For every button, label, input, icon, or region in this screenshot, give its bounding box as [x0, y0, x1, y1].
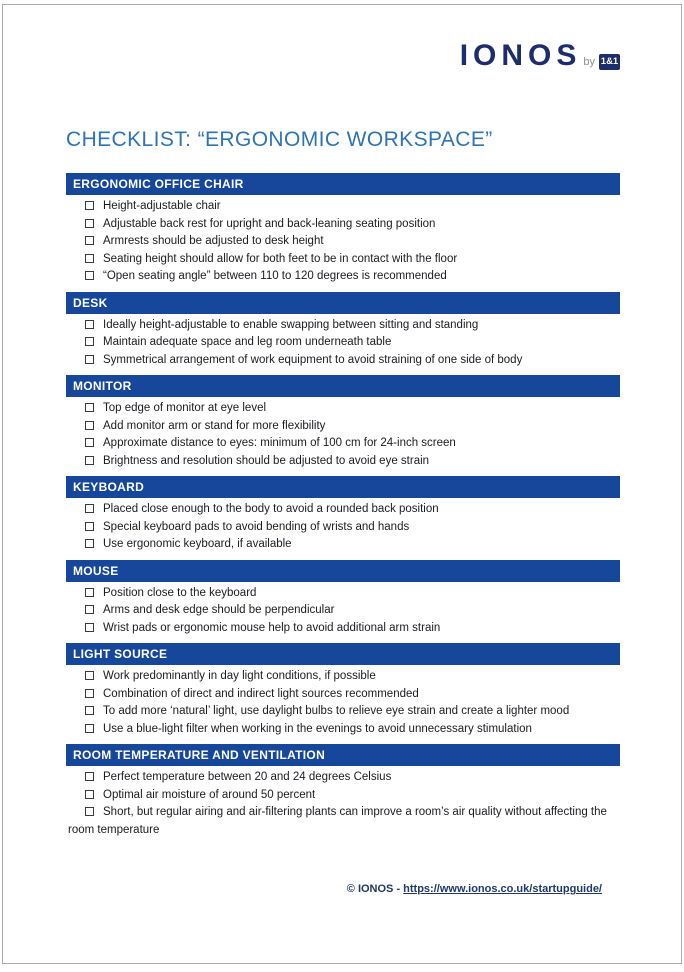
section-header-bar	[66, 173, 620, 195]
logo-by-text: by	[583, 56, 595, 68]
checkbox-icon	[85, 337, 94, 346]
checklist-item	[66, 602, 620, 620]
checklist-item	[66, 501, 620, 519]
section-header-label: MONITOR	[73, 379, 132, 393]
section-header-label: ROOM TEMPERATURE AND VENTILATION	[73, 748, 326, 762]
section-header-label: LIGHT SOURCE	[73, 647, 168, 661]
checkbox-icon	[85, 605, 94, 614]
checklist-item-text: Special keyboard pads to avoid bending of wrists and hands	[103, 520, 410, 533]
checklist-item-text: Seating height should allow for both feet to be in contact with the floor	[103, 252, 458, 265]
checklist-item-text: Optimal air moisture of around 50 percent	[103, 788, 316, 801]
checklist-item-text: “Open seating angle” between 110 to 120 degrees is recommended	[103, 270, 447, 282]
checklist-item	[66, 233, 620, 251]
checkbox-icon	[85, 522, 94, 531]
checklist-item	[66, 769, 620, 787]
checklist-item	[66, 453, 620, 471]
checkbox-icon	[85, 807, 94, 816]
checklist-section	[66, 643, 620, 738]
checklist-item	[66, 352, 620, 370]
checkbox-icon	[85, 403, 94, 412]
oneandone-badge: 1&1	[599, 54, 620, 70]
checklist-item-text: Ideally height-adjustable to enable swapping between sitting and standing	[103, 318, 479, 331]
checklist-section	[66, 560, 620, 638]
checklist-section	[66, 744, 620, 839]
footer	[66, 883, 620, 895]
checklist-item-text: Combination of direct and indirect light sources recommended	[103, 687, 419, 700]
checklist-item-text: Perfect temperature between 20 and 24 degrees Celsius	[103, 771, 392, 783]
checklist-item	[66, 804, 620, 839]
checklist-item	[66, 721, 620, 739]
checklist-item-text: Symmetrical arrangement of work equipment to avoid straining of one side of body	[103, 353, 523, 366]
checkbox-icon	[85, 421, 94, 430]
section-header-label: KEYBOARD	[73, 480, 145, 494]
checklist-item-text: Wrist pads or ergonomic mouse help to avoid additional arm strain	[103, 621, 441, 634]
checkbox-icon	[85, 219, 94, 228]
document-page	[2, 4, 682, 964]
checkbox-icon	[85, 254, 94, 263]
checklist-item	[66, 268, 620, 286]
checklist-item	[66, 317, 620, 335]
ionos-wordmark: IONOS	[459, 39, 582, 72]
section-items	[66, 397, 620, 470]
checklist-item-text: Approximate distance to eyes: minimum of 100 cm for 24-inch screen	[103, 437, 456, 449]
checklist-item-text: Use a blue-light filter when working in the evenings to avoid unnecessary stimulation	[103, 722, 532, 735]
section-header-bar	[66, 744, 620, 766]
checklist-item-text: Top edge of monitor at eye level	[103, 402, 267, 414]
checklist-item-text: Work predominantly in day light conditions, if possible	[103, 670, 376, 682]
checklist-item	[66, 668, 620, 686]
checkbox-icon	[85, 671, 94, 680]
checklist-section	[66, 375, 620, 470]
checklist-item	[66, 216, 620, 234]
checklist-item-text: Armrests should be adjusted to desk height	[103, 235, 324, 247]
checklist-item	[66, 519, 620, 537]
checklist-item-text: Height-adjustable chair	[103, 200, 221, 212]
checkbox-icon	[85, 724, 94, 733]
section-header-bar	[66, 476, 620, 498]
section-items	[66, 766, 620, 839]
section-header-bar	[66, 292, 620, 314]
checkbox-icon	[85, 201, 94, 210]
checklist-item	[66, 400, 620, 418]
checklist-item	[66, 418, 620, 436]
checkbox-icon	[85, 355, 94, 364]
checklist-item-text: Maintain adequate space and leg room underneath table	[103, 336, 392, 348]
header-row	[66, 41, 620, 71]
checkbox-icon	[85, 504, 94, 513]
section-header-label: DESK	[73, 295, 108, 310]
checklist-section	[66, 173, 620, 286]
checklist-item-text: Adjustable back rest for upright and back-leaning seating position	[103, 217, 436, 230]
checklist-item-text: Arms and desk edge should be perpendicular	[103, 604, 335, 616]
checkbox-icon	[85, 320, 94, 329]
checklist-section	[66, 476, 620, 554]
section-header-bar	[66, 560, 620, 582]
checklist-item	[66, 536, 620, 554]
section-header-label: ERGONOMIC OFFICE CHAIR	[73, 177, 244, 191]
section-items	[66, 498, 620, 554]
page-title: CHECKLIST: “ERGONOMIC WORKSPACE”	[66, 128, 493, 151]
checklist-item	[66, 585, 620, 603]
checklist-sections	[66, 173, 620, 839]
checkbox-icon	[85, 706, 94, 715]
checklist-item	[66, 251, 620, 269]
checkbox-icon	[85, 689, 94, 698]
checklist-item-text: Use ergonomic keyboard, if available	[103, 538, 292, 550]
checkbox-icon	[85, 438, 94, 447]
checklist-item	[66, 435, 620, 453]
checklist-item	[66, 620, 620, 638]
checkbox-icon	[85, 772, 94, 781]
checkbox-icon	[85, 790, 94, 799]
checklist-item	[66, 787, 620, 805]
section-header-bar	[66, 375, 620, 397]
checklist-item	[66, 686, 620, 704]
ionos-logo	[460, 41, 620, 71]
checkbox-icon	[85, 456, 94, 465]
checkbox-icon	[85, 588, 94, 597]
section-header-label: MOUSE	[73, 563, 119, 578]
checklist-item-text: Position close to the keyboard	[103, 586, 257, 599]
footer-link[interactable]: https://www.ionos.co.uk/startupguide/	[403, 883, 602, 895]
section-items	[66, 582, 620, 638]
checklist-item	[66, 198, 620, 216]
checklist-item-text: To add more ‘natural’ light, use daylight bulbs to relieve eye strain and create a lighter mood	[103, 705, 570, 717]
footer-copyright: © IONOS -	[346, 883, 404, 895]
checklist-item	[66, 334, 620, 352]
checklist-item-text: Add monitor arm or stand for more flexibility	[103, 419, 326, 432]
checklist-item-text: Placed close enough to the body to avoid a rounded back position	[103, 503, 439, 515]
checkbox-icon	[85, 271, 94, 280]
checkbox-icon	[85, 236, 94, 245]
checkbox-icon	[85, 623, 94, 632]
section-items	[66, 195, 620, 286]
section-items	[66, 665, 620, 738]
checklist-item-text: Brightness and resolution should be adjusted to avoid eye strain	[103, 454, 430, 467]
checkbox-icon	[85, 539, 94, 548]
section-items	[66, 314, 620, 370]
checklist-item	[66, 703, 620, 721]
checklist-item-text: Short, but regular airing and air-filtering plants can improve a room’s air quality without affecting the room temperature	[68, 806, 607, 836]
section-header-bar	[66, 643, 620, 665]
checklist-section	[66, 292, 620, 370]
